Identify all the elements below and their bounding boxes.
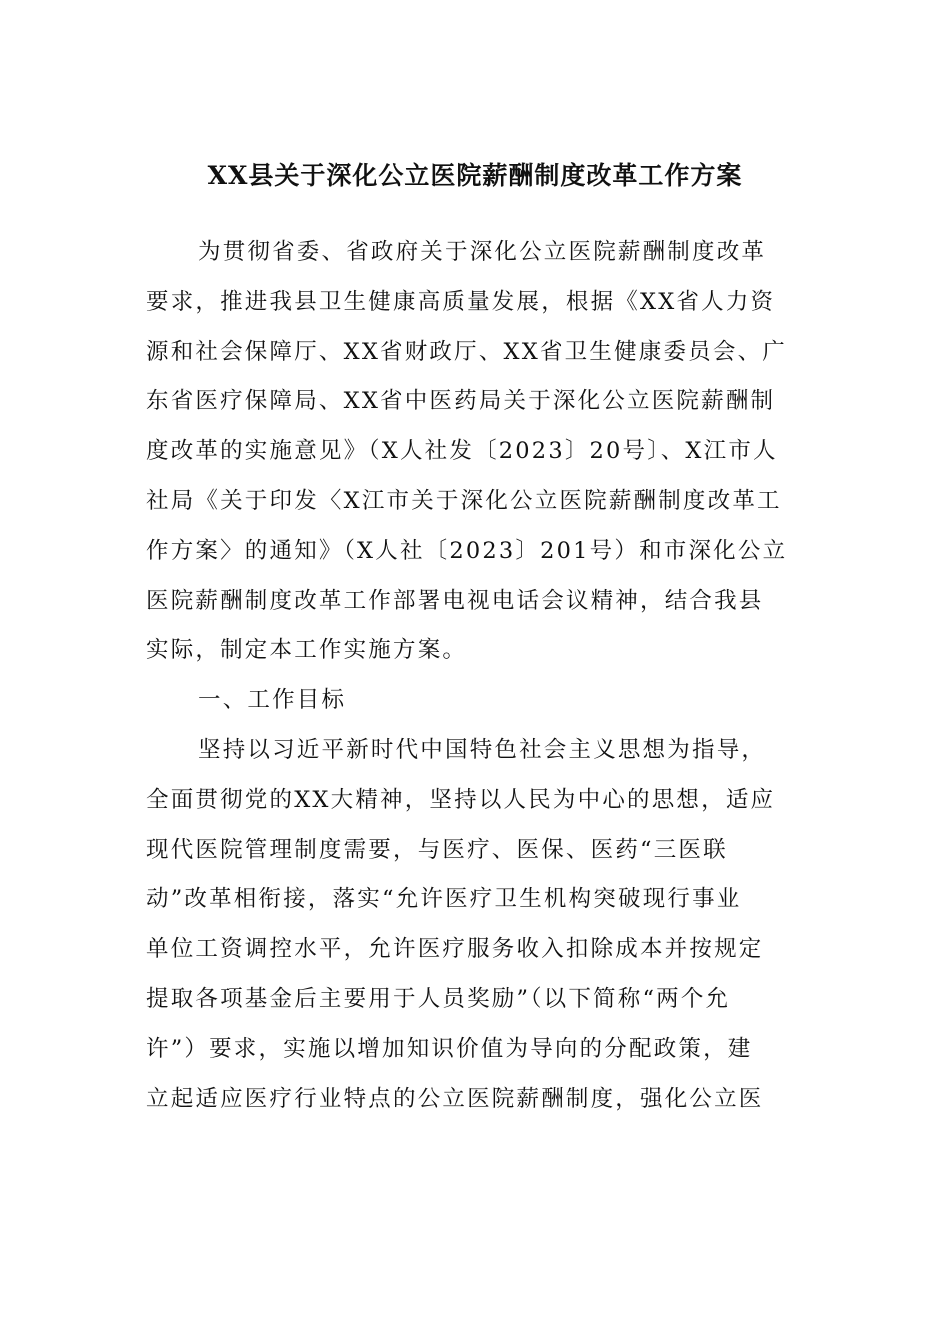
paragraph-line: 为贯彻省委、省政府关于深化公立医院薪酬制度改革 — [198, 239, 767, 265]
paragraph-line: 坚持以习近平新时代中国特色社会主义思想为指导， — [198, 736, 767, 763]
paragraph-line: 实际，制定本工作实施方案。 — [146, 637, 468, 664]
paragraph-line: 医院薪酬制度改革工作部署电视电话会议精神，结合我县 — [146, 587, 764, 614]
paragraph-line: 动”改革相衔接，落实“允许医疗卫生机构突破现行事业 — [146, 886, 742, 913]
paragraph-line: 立起适应医疗行业特点的公立医院薪酬制度，强化公立医 — [146, 1085, 764, 1112]
document-title: XX县关于深化公立医院薪酬制度改革工作方案 — [207, 161, 743, 190]
paragraph-line: 东省医疗保障局、XX省中医药局关于深化公立医院薪酬制 — [146, 388, 776, 415]
paragraph-line: 社局《关于印发〈X江市关于深化公立医院薪酬制度改革工 — [146, 487, 782, 514]
paragraph-line: 单位工资调控水平，允许医疗服务收入扣除成本并按规定 — [146, 936, 764, 963]
paragraph-line: 许”）要求，实施以增加知识价值为导向的分配政策，建 — [146, 1035, 753, 1062]
paragraph-line: 源和社会保障厅、XX省财政厅、XX省卫生健康委员会、广 — [146, 338, 787, 365]
paragraph-line: 要求，推进我县卫生健康高质量发展，根据《XX省人力资 — [146, 288, 776, 315]
paragraph-line: 作方案〉的通知》（X人社〔2023〕201号）和市深化公立 — [146, 537, 788, 564]
paragraph-line: 提取各项基金后主要用于人员奖励”（以下简称“两个允 — [146, 985, 731, 1012]
document-body — [146, 228, 802, 1124]
section-heading: 一、工作目标 — [198, 687, 347, 714]
paragraph-line: 度改革的实施意见》（X人社发〔2023〕20号〕、X江市人 — [146, 438, 778, 465]
paragraph-line: 现代医院管理制度需要，与医疗、医保、医药“三医联 — [146, 836, 728, 863]
paragraph-line: 全面贯彻党的XX大精神，坚持以人民为中心的思想，适应 — [146, 786, 776, 813]
